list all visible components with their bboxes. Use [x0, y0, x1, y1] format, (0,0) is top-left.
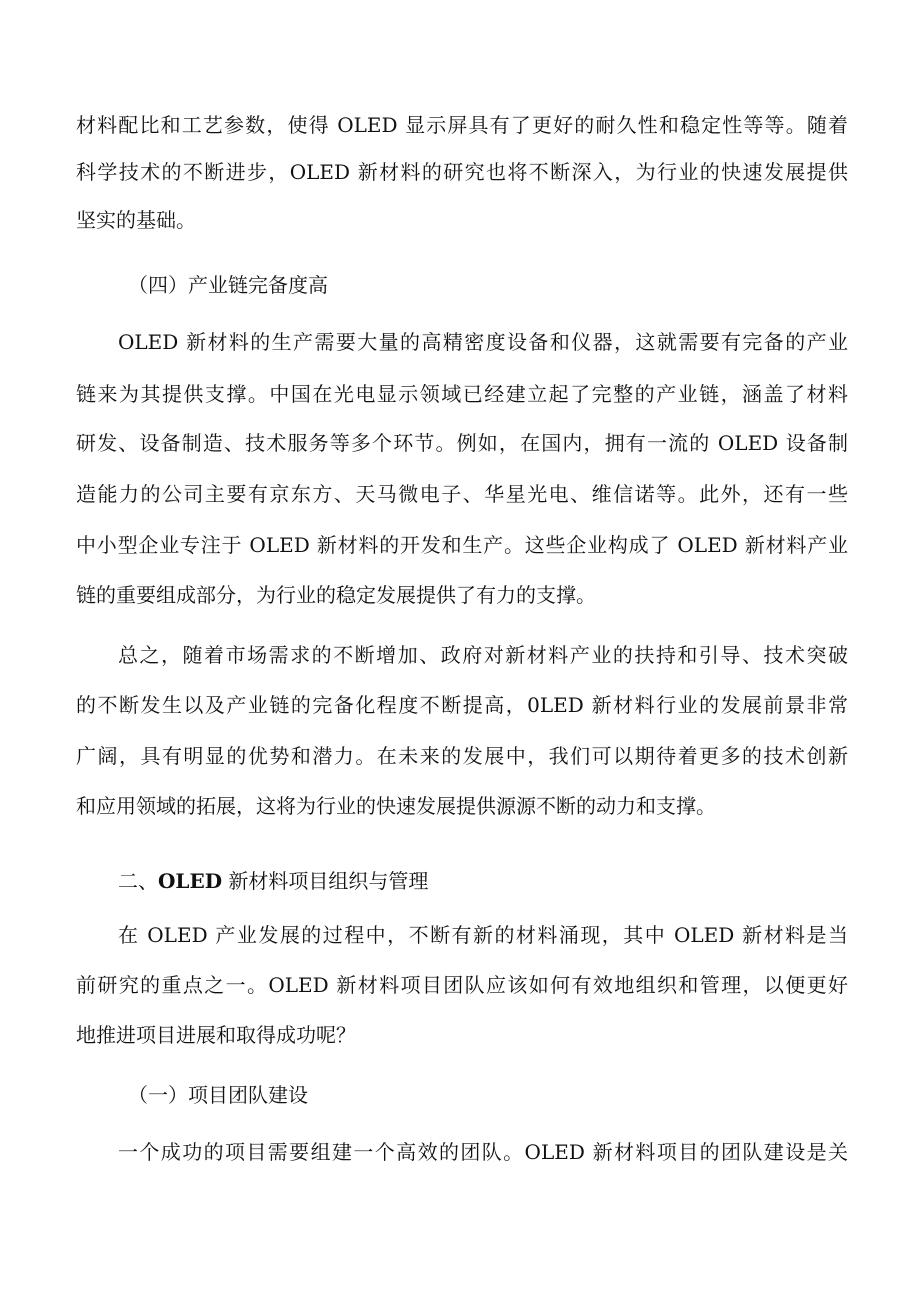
- section-heading-suffix: 新材料项目组织与管理: [222, 869, 429, 893]
- paragraph-line: 广阔，具有明显的优势和潜力。在未来的发展中，我们可以期待着更多的技术创新: [76, 744, 848, 768]
- paragraph-line: 研发、设备制造、技术服务等多个环节。例如，在国内，拥有一流的 OLED 设备制: [76, 431, 848, 455]
- subsection-heading: （四）产业链完备度高: [128, 273, 328, 297]
- section-heading-prefix: 二、: [118, 869, 158, 893]
- paragraph-line: 的不断发生以及产业链的完备化程度不断提高，0LED 新材料行业的发展前景非常: [76, 693, 848, 717]
- paragraph-line: 中小型企业专注于 OLED 新材料的开发和生产。这些企业构成了 OLED 新材料产业: [76, 533, 848, 557]
- subsection-heading: （一）项目团队建设: [128, 1083, 308, 1107]
- paragraph-line: 造能力的公司主要有京东方、天马微电子、华星光电、维信诺等。此外，还有一些: [76, 482, 848, 506]
- paragraph-line: 总之，随着市场需求的不断增加、政府对新材料产业的扶持和引导、技术突破: [118, 643, 848, 667]
- paragraph-line: 链来为其提供支撑。中国在光电显示领域已经建立起了完整的产业链，涵盖了材料: [76, 382, 848, 406]
- paragraph-line: 在 OLED 产业发展的过程中，不断有新的材料涌现，其中 OLED 新材料是当: [118, 923, 848, 947]
- paragraph-line: OLED 新材料的生产需要大量的高精密度设备和仪器，这就需要有完备的产业: [118, 330, 848, 354]
- paragraph-line: 前研究的重点之一。OLED 新材料项目团队应该如何有效地组织和管理，以便更好: [76, 973, 848, 997]
- paragraph-line: 链的重要组成部分，为行业的稳定发展提供了有力的支撑。: [76, 583, 596, 607]
- paragraph-line: 和应用领域的拓展，这将为行业的快速发展提供源源不断的动力和支撑。: [76, 794, 716, 818]
- paragraph-line: 坚实的基础。: [76, 208, 196, 232]
- section-heading-bold: OLED: [158, 869, 223, 893]
- paragraph-line: 一个成功的项目需要组建一个高效的团队。OLED 新材料项目的团队建设是关: [118, 1140, 848, 1164]
- section-heading: [118, 866, 428, 896]
- paragraph-line: 材料配比和工艺参数，使得 OLED 显示屏具有了更好的耐久性和稳定性等等。随着: [76, 113, 848, 137]
- paragraph-line: 地推进项目进展和取得成功呢？: [76, 1023, 356, 1047]
- paragraph-line: 科学技术的不断进步，OLED 新材料的研究也将不断深入，为行业的快速发展提供: [76, 160, 848, 184]
